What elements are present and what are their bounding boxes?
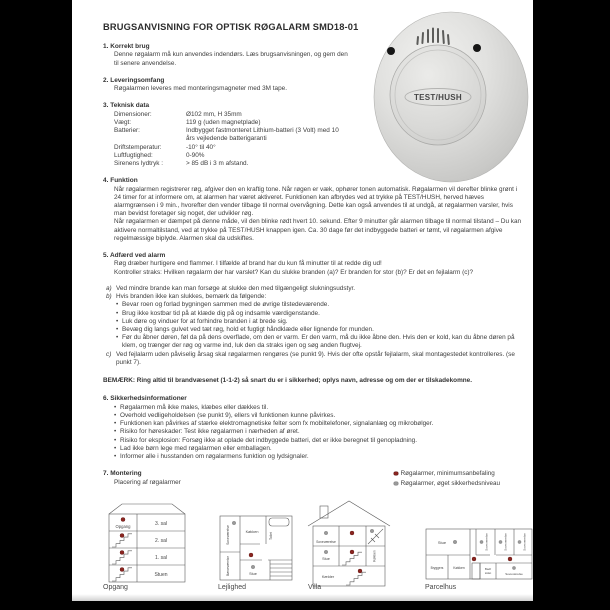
gray-dot-icon (453, 540, 457, 544)
room-label: Toilet (269, 532, 273, 540)
list-item-c (106, 350, 522, 367)
section-funktion (103, 177, 522, 243)
smoke-detector-photo (373, 11, 530, 183)
gray-dot-icon (370, 529, 374, 533)
bullet-glyph: • (114, 444, 117, 452)
bullet-glyph: • (116, 301, 119, 309)
button-label: TEST/HUSH (413, 93, 463, 102)
room-label: Soveværelse (503, 533, 508, 551)
tech-value: -10° til 40° (186, 143, 216, 151)
bullet-text: Overhold vedligeholdelsen (se punkt 9), ellers vil funktionen kunne påvirkes. (120, 411, 336, 419)
item-marker: b) (106, 293, 112, 301)
red-dot-icon (120, 568, 124, 572)
tech-data-table (114, 111, 349, 168)
red-dot-icon (120, 534, 124, 538)
room-label: Soveværelse (316, 540, 336, 544)
room-label: Bad/ (484, 567, 492, 571)
section-teknisk-data (103, 102, 349, 168)
section-korrekt-brug (103, 43, 349, 68)
tech-label: Dimensioner: (114, 110, 152, 118)
tech-label: Batterier: (114, 127, 140, 135)
page-title: BRUGSANVISNING FOR OPTISK RØGALARM SMD18-01 (103, 22, 359, 32)
placement-legend (394, 470, 500, 490)
bullet-item (114, 445, 522, 453)
bullet-text: Bevæg dig langs gulvet ved tæt røg, hold et fugtigt håndklæde eller lignende for munden. (122, 325, 374, 333)
red-dot-icon (249, 553, 253, 557)
section-leveringsomfang (103, 77, 349, 94)
gray-dot-icon (518, 540, 521, 543)
bullet-text: Luk døre og vinduer for at forhindre branden i at brede sig. (122, 317, 288, 325)
red-dot-icon (121, 518, 125, 522)
bullet-text: Informer alle i husstanden om røgalarmens funktion og lydsignaler. (120, 452, 309, 460)
red-dot-icon (472, 557, 476, 561)
diagram-caption-opgang: Opgang (103, 584, 128, 591)
gray-dot-icon (324, 550, 328, 554)
floor-label: Stuen (154, 572, 168, 578)
bullet-glyph: • (114, 403, 117, 411)
room-label: Køkken (245, 530, 259, 534)
legend-item-extended (394, 480, 500, 487)
led-indicator-right (473, 44, 481, 52)
bullet-text: Bevar roen og forlad bygningen sammen med de øvrige tilstedeværende. (122, 301, 330, 309)
bullet-glyph: • (114, 436, 117, 444)
bullet-item (114, 453, 522, 461)
bullet-item (116, 318, 522, 326)
diagram-parcelhus (424, 527, 534, 581)
tech-label: Vægt: (114, 119, 132, 127)
floor-label: 3. sal (155, 521, 167, 527)
emergency-note: BEMÆRK: Ring altid til brandvæsenet (1-1-2) så snart du er i sikkerhed; oplys navn, adresse og om der er tilskadekomne. (103, 376, 472, 384)
room-label: Kælder (321, 575, 335, 579)
left-column (103, 43, 349, 168)
tech-value: > 85 dB i 3 m afstand. (186, 160, 249, 168)
bullet-glyph: • (114, 452, 117, 460)
gray-dot-icon (480, 540, 483, 543)
red-dot-icon (358, 569, 362, 573)
bullet-glyph: • (114, 420, 117, 428)
section-heading: 2. Leveringsomfang (103, 76, 165, 84)
section-body: Denne røgalarm må kun anvendes indendørs. Læs brugsanvisningen, og gem den til senere anvendelse. (114, 51, 348, 67)
room-label: Børneværelse (226, 555, 230, 577)
bullet-item (116, 301, 522, 309)
red-dot-icon (394, 472, 398, 476)
funktion-paragraph-1: Når røgalarmen registrerer røg, afgiver den en kraftig tone. Når røgen er væk, ophører tonen automatisk. Røgalarmen vil derefter blinke grønt i 24 timer for at informere om, at alarmen har været aktiveret. Funktionen kan afbrydes ved at trykke på TEST/HUSH, herved hæves alarmgrænsen i 9 min., hvorefter den vender tilbage til normal overvågning. Dette kan også anvendes til at undgå, at røgalarmen varsler, hvis man bevidst foretager sig noget, der udvikler røg. (114, 185, 518, 218)
item-marker: c) (106, 350, 112, 358)
bullet-text: Risiko for eksplosion: Forsøg ikke at oplade det indbyggede batteri, det er ikke beregnet til genopladning. (120, 436, 417, 444)
red-dot-icon (350, 531, 354, 535)
item-marker: a) (106, 284, 112, 292)
room-label: Soveværelse (505, 572, 523, 576)
funktion-paragraph-2: Når røgalarmen er dæmpet på denne måde, vil den blinke rødt hvert 10. sekund. Efter 9 minutter går alarmen tilbage til normal tilstand – Du kan aktivere normaltilstand, ved at trykke på TEST/HUSH knappen igen. Ca. 30 dage før det indbyggede batteri er tømt, vil røgalarmen afgive regelmæssige biplyde. Alarmen skal da udskiftes. (114, 218, 522, 242)
item-text: Ved fejlalarm uden påviselig årsag skal røgalarmen rengøres (se punkt 9). Hvis der ofte opstår fejlalarm, skal montagestedet kontrolleres. (se punkt 7). (116, 350, 515, 366)
bullet-item (116, 326, 522, 334)
item-text: Ved mindre brande kan man forsøge at slukke den med tilgængeligt slukningsudstyr. (116, 284, 356, 292)
tech-label: Driftstemperatur: (114, 143, 162, 151)
diagram-caption-lejlighed: Lejlighed (218, 584, 247, 591)
bullet-item (114, 412, 522, 420)
diagram-opgang (101, 501, 193, 583)
section-sikkerhedsinformationer (103, 395, 522, 461)
room-label: Opgang (115, 524, 131, 529)
room-label: Soveværelse (522, 533, 527, 551)
bullet-item (114, 437, 522, 445)
bullet-text: Funktionen kan påvirkes af stærke elektromagnetiske felter som fx mobiltelefoner, signalanlæg og mikrobølger. (120, 420, 434, 428)
gray-dot-icon (499, 540, 502, 543)
section-heading: 4. Funktion (103, 177, 138, 185)
gray-dot-icon (324, 531, 328, 535)
bullet-glyph: • (116, 317, 119, 325)
diagram-caption-parcelhus: Parcelhus (425, 584, 457, 591)
tech-value: Indbygget fastmonteret Lithium-batteri (3 Volt) med 10 års vejledende batterigaranti (186, 127, 339, 143)
diagram-villa (306, 498, 392, 590)
bullet-glyph: • (116, 334, 119, 342)
gray-dot-icon (232, 521, 236, 525)
bullet-glyph: • (116, 309, 119, 317)
room-label: Stue (249, 572, 257, 576)
alarm-intro-2: Kontroller straks: Hvilken røgalarm der har varslet? Kan du slukke branden (a)? Er branden for stor (b)? Er det en fejlalarm (c)? (114, 268, 474, 276)
alarm-intro-1: Røg dræber hurtigere end flammer. I tilfælde af brand har du kun få minutter til at redde dig ud! (114, 260, 382, 268)
list-item-b (106, 293, 522, 350)
red-dot-icon (350, 550, 354, 554)
tech-label: Luftfugtighed: (114, 151, 153, 159)
bullet-item (116, 334, 522, 350)
floor-label: 2. sal (155, 538, 167, 544)
item-text: Hvis branden ikke kan slukkes, bemærk da følgende: (116, 293, 267, 301)
room-label: Stue (322, 557, 330, 561)
bullet-glyph: • (114, 428, 117, 436)
bullet-text: Før du åbner døren, føl da på dens overflade, om den er varm. Er den varm, må du ikke åbne den. Hvis den er kold, kan du åbne døren på klem, og trænger der røg og varme ind, luk den da straks igen og søg anden flugtvej. (122, 334, 515, 350)
gray-dot-icon (251, 565, 255, 569)
bullet-item (114, 420, 522, 428)
room-label: Bryggers (430, 566, 444, 570)
room-label: Soveværelse (484, 533, 489, 551)
section-body: Røgalarmen leveres med monteringsmagneter med 3M tape. (114, 85, 287, 93)
diagram-lejlighed (218, 514, 294, 582)
bullet-text: Brug ikke kostbar tid på at klæde dig på og indsamle værdigenstande. (122, 309, 320, 317)
legend-item-minimum (394, 470, 500, 477)
bullet-item (116, 310, 522, 318)
bullet-text: Risiko for høreskader: Test ikke røgalarmen i nærheden af øret. (120, 428, 300, 436)
gray-dot-icon (394, 482, 398, 486)
room-label: Soveværelse (226, 525, 230, 545)
section-heading: 6. Sikkerhedsinformationer (103, 395, 187, 403)
room-label: Køkken (453, 566, 465, 570)
tech-value: 119 g (uden magnetplade) (186, 119, 261, 127)
bullet-glyph: • (116, 325, 119, 333)
section-heading: 1. Korrekt brug (103, 43, 150, 50)
floor-label: 1. sal (155, 555, 167, 561)
item-text-with-bullets (116, 293, 522, 350)
alarm-steps-list (106, 284, 522, 367)
bullet-item (114, 428, 522, 436)
bullet-text: Lad ikke børn lege med røgalarmen eller emballagen. (120, 444, 272, 452)
room-label: Stue (437, 540, 447, 545)
tech-label: Sirenens lydtryk : (114, 160, 164, 168)
red-dot-icon (508, 557, 512, 561)
manual-page (72, 0, 533, 601)
legend-label: Røgalarmer, minimumsanbefaling (400, 470, 495, 477)
list-item-a (106, 284, 522, 293)
section-adfaerd-ved-alarm (103, 252, 522, 367)
montering-subtitle: Placering af røgalarmer (114, 478, 181, 486)
legend-label: Røgalarmer, øget sikkerhedsniveau (400, 480, 500, 487)
diagram-caption-villa: Villa (308, 584, 322, 591)
tech-value: Ø102 mm, H 35mm (186, 110, 242, 118)
bullet-glyph: • (114, 411, 117, 419)
tech-value: 0-90% (186, 151, 205, 159)
room-label: toilet (484, 571, 492, 575)
led-indicator-left (387, 47, 395, 55)
section-heading: 5. Adfærd ved alarm (103, 252, 166, 260)
gray-dot-icon (512, 566, 515, 569)
red-dot-icon (120, 551, 124, 555)
bullet-item (114, 404, 522, 412)
section-heading: 3. Teknisk data (103, 102, 150, 110)
bullet-text: Røgalarmen må ikke males, klæbes eller dækkes til. (120, 403, 269, 411)
room-label: Køkken (372, 550, 377, 562)
section-heading: 7. Montering (103, 470, 142, 478)
